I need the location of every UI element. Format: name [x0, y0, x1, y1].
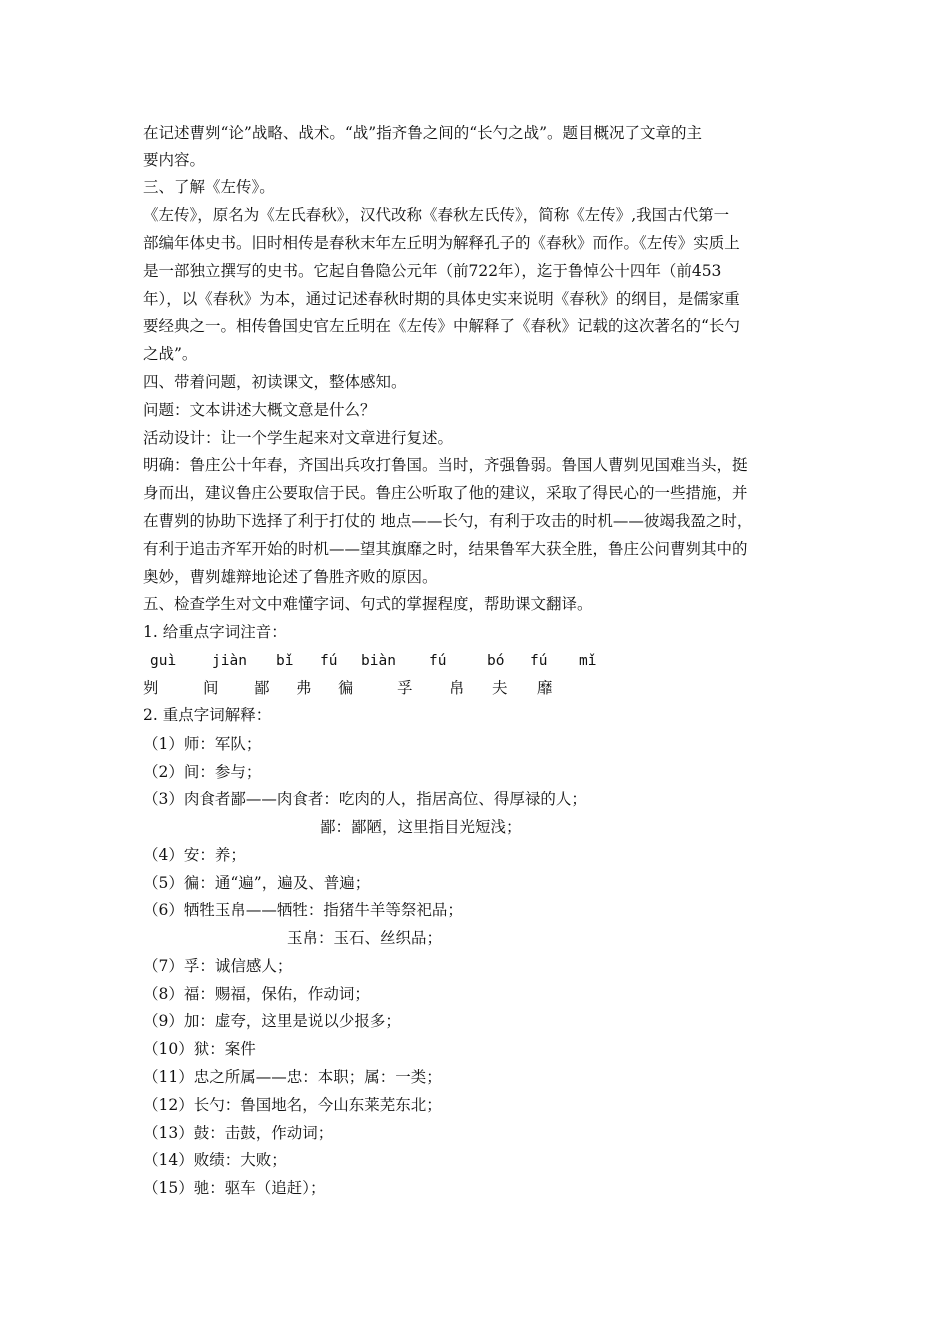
pinyin-2: jiàn	[212, 653, 247, 669]
section-3-line-3: 是一部独立撰写的史书。它起自鲁隐公元年（前722年），迄于鲁悼公十四年（前453	[143, 262, 722, 280]
pinyin-4: fú	[320, 653, 338, 669]
pinyin-1: guì	[150, 653, 177, 669]
vocab-item-6-cont: 玉帛：玉石、丝织品；	[287, 929, 443, 947]
section-5-sub1: 1. 给重点字词注音：	[143, 623, 287, 641]
vocab-item-1: （1）师：军队；	[143, 735, 262, 753]
char-7: 帛	[449, 679, 465, 697]
vocab-item-9: （9）加：虚夸，这里是说以少报多；	[143, 1012, 401, 1030]
vocab-item-6: （6）牺牲玉帛——牺牲：指猪牛羊等祭祀品；	[143, 901, 463, 919]
intro-line-2: 要内容。	[143, 151, 206, 169]
vocab-item-3-cont: 鄙：鄙陋，这里指目光短浅；	[320, 818, 522, 836]
pinyin-5: biàn	[361, 653, 396, 669]
char-5: 徧	[338, 679, 354, 697]
pinyin-3: bǐ	[276, 653, 294, 669]
section-4-answer-line-3: 在曹刿的协助下选择了利于打仗的 地点——长勺，有利于攻击的时机——彼竭我盈之时，	[143, 512, 753, 530]
char-1: 刿	[143, 679, 159, 697]
section-3-heading: 三、了解《左传》。	[143, 178, 275, 196]
pinyin-9: mǐ	[579, 653, 597, 669]
section-3-line-5: 要经典之一。相传鲁国史官左丘明在《左传》中解释了《春秋》记载的这次著名的“长勺	[143, 317, 740, 335]
vocab-item-12: （12）长勺：鲁国地名，今山东莱芜东北；	[143, 1096, 442, 1114]
vocab-item-7: （7）孚：诚信感人；	[143, 957, 293, 975]
char-4: 弗	[296, 679, 312, 697]
section-4-answer-line-1: 明确：鲁庄公十年春，齐国出兵攻打鲁国。当时，齐强鲁弱。鲁国人曹刿见国难当头，挺	[143, 456, 748, 474]
section-5-sub2: 2. 重点字词解释：	[143, 706, 272, 724]
vocab-item-13: （13）鼓：击鼓，作动词；	[143, 1124, 334, 1142]
intro-line-1: 在记述曹刿“论”战略、战术。“战”指齐鲁之间的“长勺之战”。题目概况了文章的主	[143, 124, 703, 142]
char-9: 靡	[537, 679, 553, 697]
vocab-item-11: （11）忠之所属——忠：本职；属：一类；	[143, 1068, 442, 1086]
pinyin-6: fú	[429, 653, 447, 669]
section-4-answer-line-2: 身而出，建议鲁庄公要取信于民。鲁庄公听取了他的建议，采取了得民心的一些措施，并	[143, 484, 748, 502]
vocab-item-15: （15）驰：驱车（追赶）；	[143, 1179, 326, 1197]
section-4-answer-line-5: 奥妙，曹刿雄辩地论述了鲁胜齐败的原因。	[143, 568, 438, 586]
vocab-item-4: （4）安：养；	[143, 846, 246, 864]
section-5-heading: 五、检查学生对文中难懂字词、句式的掌握程度，帮助课文翻译。	[143, 595, 593, 613]
section-4-heading: 四、带着问题，初读课文，整体感知。	[143, 373, 407, 391]
section-4-question: 问题：文本讲述大概文意是什么？	[143, 401, 376, 419]
section-3-line-4: 年），以《春秋》为本，通过记述春秋时期的具体史实来说明《春秋》的纲目，是儒家重	[143, 290, 740, 308]
vocab-item-2: （2）间：参与；	[143, 763, 262, 781]
char-8: 夫	[492, 679, 508, 697]
vocab-item-10: （10）狱：案件	[143, 1040, 256, 1058]
section-4-answer-line-4: 有利于追击齐军开始的时机——望其旗靡之时，结果鲁军大获全胜，鲁庄公问曹刿其中的	[143, 540, 748, 558]
vocab-item-14: （14）败绩：大败；	[143, 1151, 287, 1169]
section-3-line-6: 之战”。	[143, 345, 198, 363]
vocab-item-3: （3）肉食者鄙——肉食者：吃肉的人，指居高位、得厚禄的人；	[143, 790, 587, 808]
vocab-item-8: （8）福：赐福，保佑，作动词；	[143, 985, 370, 1003]
section-3-line-2: 部编年体史书。旧时相传是春秋末年左丘明为解释孔子的《春秋》而作。《左传》实质上	[143, 234, 740, 252]
char-6: 孚	[397, 679, 413, 697]
char-3: 鄙	[254, 679, 270, 697]
section-3-line-1: 《左传》，原名为《左氏春秋》，汉代改称《春秋左氏传》，简称《左传》,我国古代第一	[143, 206, 730, 224]
char-2: 间	[203, 679, 219, 697]
section-4-activity: 活动设计：让一个学生起来对文章进行复述。	[143, 429, 454, 447]
pinyin-7: bó	[487, 653, 505, 669]
vocab-item-5: （5）徧：通“遍”，遍及、普遍；	[143, 874, 371, 892]
pinyin-8: fú	[530, 653, 548, 669]
